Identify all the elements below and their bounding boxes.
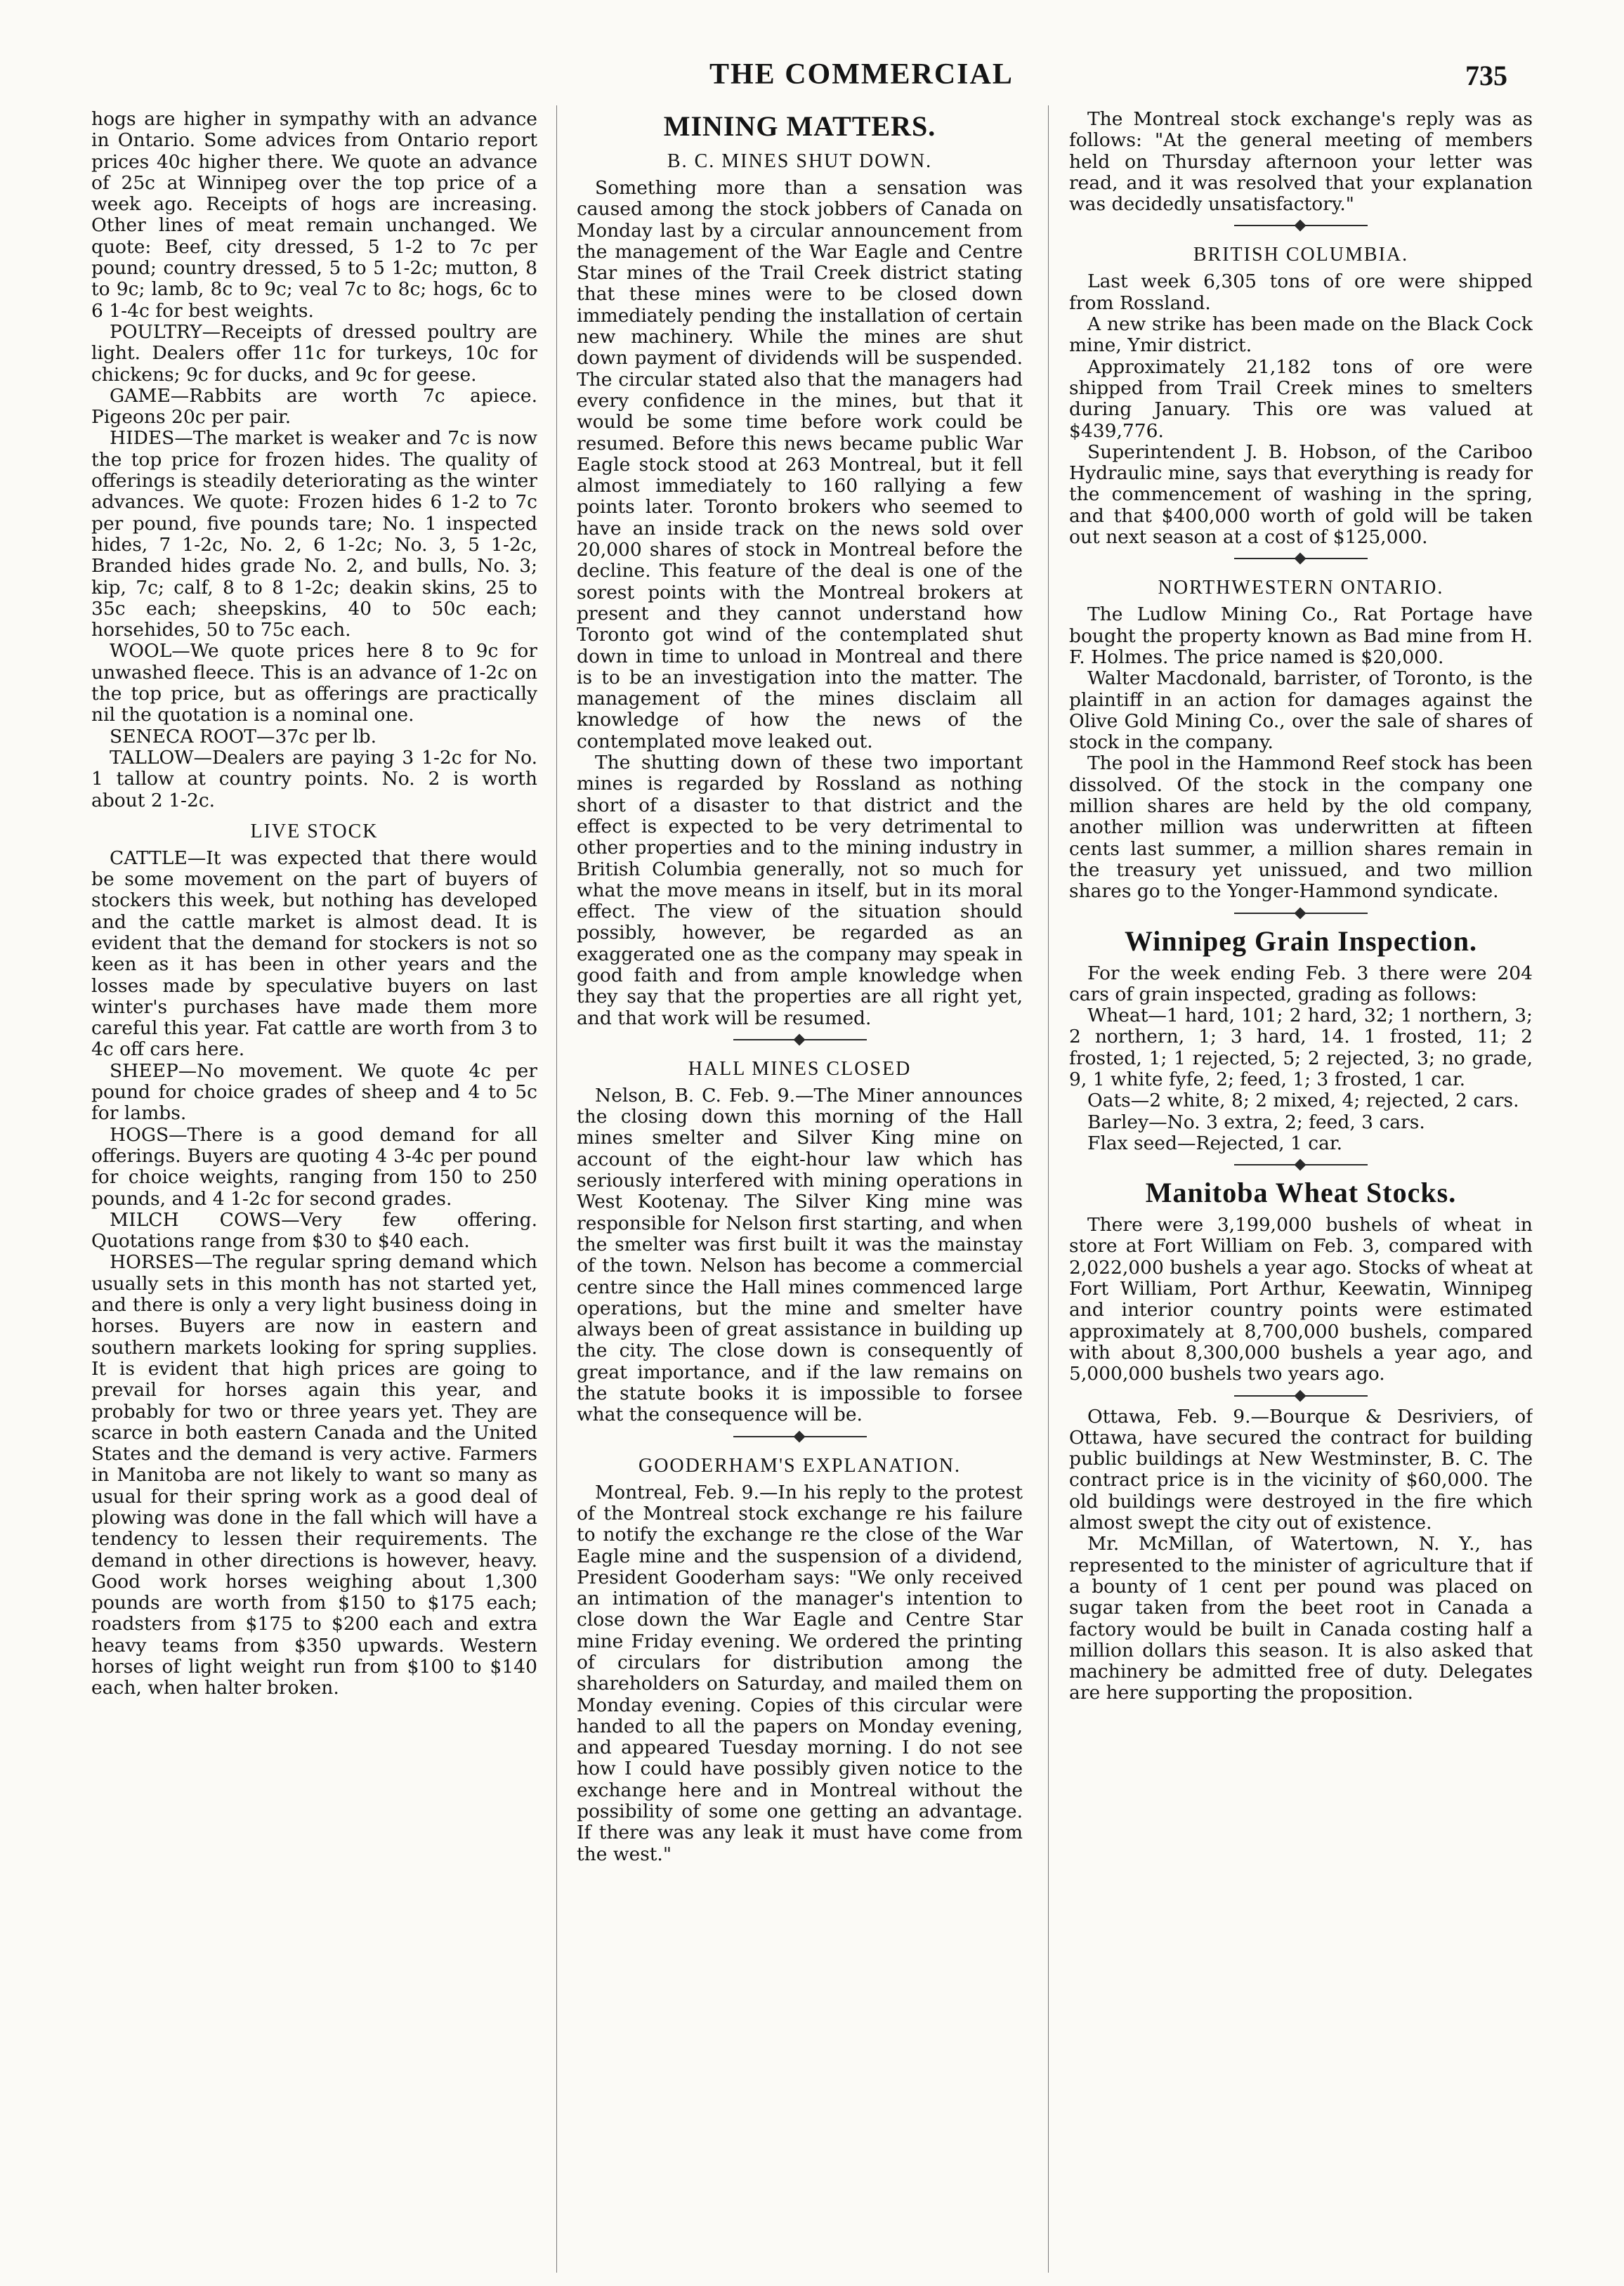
article-paragraph: HOGS—There is a good demand for all offerings. Buyers are quoting 4 3-4c per pound for choice weights, ranging from 150 to 250 pounds, and 4 1-2c for second grades.: [91, 1123, 537, 1210]
section-divider: [1069, 1385, 1533, 1406]
article-paragraph: Ottawa, Feb. 9.—Bourque & Desriviers, of Ottawa, have secured the contract for building public buildings at New Westminster, B. C. The contract price is in the vicinity of $60,000. The old buildings were destroyed in the fire which almost swept the city out of existence.: [1069, 1405, 1533, 1534]
subheading-gooderham: GOODERHAM'S EXPLANATION.: [638, 1454, 962, 1477]
article-paragraph: Flax seed—Rejected, 1 car.: [1087, 1132, 1343, 1154]
article-paragraph: A new strike has been made on the Black Cock mine, Ymir district.: [1069, 313, 1533, 357]
article-paragraph: POULTRY—Receipts of dressed poultry are light. Dealers offer 11c for turkeys, 10c for chickens; 9c for ducks, and 9c for geese.: [91, 320, 537, 386]
article-paragraph: Oats—2 white, 8; 2 mixed, 4; rejected, 2 cars.: [1087, 1090, 1519, 1112]
article-paragraph: Last week 6,305 tons of ore were shipped from Rossland.: [1069, 270, 1533, 314]
article-paragraph: For the week ending Feb. 3 there were 204 cars of grain inspected, grading as follows:: [1069, 962, 1533, 1005]
article-paragraph: hogs are higher in sympathy with an advance in Ontario. Some advices from Ontario report prices 40c higher there. We quote an advance of 25c at Winnipeg over the top price of a week ago. Receipts of hogs are increasing. Other lines of meat remain unchanged. We quote: Beef, city dressed, 5 1-2 to 7c per pound; country dressed, 5 to 5 1-2c; mutton, 8 to 9c; lamb, 8c to 9c; veal 7c to 8c; hogs, 6c to 6 1-4c for best weights.: [91, 109, 537, 322]
article-paragraph: The shutting down of these two important mines is regarded by Rossland as nothing short of a disaster to that district and the effect is expected to be very detrimental to other properties and to the mining industry in British Columbia generally, not so much for what the move means in itself, but in its moral effect. The view of the situation should possibly, however, be regarded as an exaggerated one as the company may speak in good faith and from ample knowledge when they say that the properties are all right yet, and that work will be resumed.: [577, 752, 1023, 1029]
article-paragraph: Barley—No. 3 extra, 2; feed, 3 cars.: [1087, 1111, 1425, 1133]
subheading-northwestern-ontario: NORTHWESTERN ONTARIO.: [1158, 577, 1444, 599]
article-paragraph: Montreal, Feb. 9.—In his reply to the protest of the Montreal stock exchange re his failure to notify the exchange re the close of the War Eagle mine and the suspension of a dividend, President Gooderham says: "We only received an intimation of the manager's intention to close down the War Eagle and Centre Star mine Friday evening. We ordered the printing of circulars for distribution among the shareholders on Saturday, and mailed them on Monday evening. Copies of this circular were handed to all the papers on Monday evening, and appeared Tuesday morning. I do not see how I could have possibly given notice to the exchange here and in Montreal without the possibility of some one getting an advantage. If there was any leak it must have come from the west.": [577, 1481, 1023, 1865]
article-paragraph: Something more than a sensation was caused among the stock jobbers of Canada on Monday last by a circular announcement from the management of the War Eagle and Centre Star mines of the Trail Creek district stating that these mines were to be closed down immediately pending the installation of certain new machinery. While the mines are shut down payment of dividends will be suspended. The circular stated also that the managers had every confidence in the mines, but that it would be some time before work could be resumed. Before this news became public War Eagle stock stood at 263 Montreal, but it fell almost immediately to 160 rallying a few points later. Toronto brokers who seemed to have an inside track on the news sold over 20,000 shares of stock in Montreal before the decline. This feature of the deal is one of the sorest points with the Montreal brokers at present and they cannot understand how Toronto got wind of the contemplated shut down in time to unload in Montreal and there is to be an investigation into the matter. The management of the mines disclaim all knowledge of how the news of the contemplated move leaked out.: [577, 177, 1023, 752]
section-divider: [577, 1426, 1023, 1447]
article-paragraph: WOOL—We quote prices here 8 to 9c for unwashed fleece. This is an advance of 1-2c on the top price, but as offerings are practically nil the quotation is a nominal one.: [91, 640, 537, 726]
article-paragraph: Approximately 21,182 tons of ore were shipped from Trail Creek mines to smelters during January. This ore was valued at $439,776.: [1069, 355, 1533, 442]
page-title: THE COMMERCIAL: [709, 58, 1014, 91]
subheading-british-columbia: BRITISH COLUMBIA.: [1193, 244, 1409, 266]
article-paragraph: Mr. McMillan, of Watertown, N. Y., has represented to the minister of agriculture that if a bounty of 1 cent per pound was placed on sugar taken from the beet root in Canada a factory would be built in Canada costing half a million dollars this season. It is also asked that machinery be admitted free of duty. Delegates are here supporting the proposition.: [1069, 1533, 1533, 1704]
section-divider: [1069, 548, 1533, 569]
article-paragraph: MILCH COWS—Very few offering. Quotations range from $30 to $40 each.: [91, 1208, 537, 1253]
page-header: [0, 0, 1624, 105]
article-paragraph: The Montreal stock exchange's reply was as follows: "At the general meeting of members held on Thursday afternoon your letter was read, and it was resolved that your explanation was decidedly unsatisfactory.": [1069, 109, 1533, 216]
article-paragraph: Nelson, B. C. Feb. 9.—The Miner announces the closing down this morning of the Hall mines smelter and Silver King mine on account of the eight-hour law which has seriously interfered with mining operations in West Kootenay. The Silver King mine was responsible for Nelson first starting, and when the smelter was first built it was the mainstay of the town. Nelson has become a commercial centre since the Hall mines commenced large operations, but the mine and smelter have always been of great assistance in building up the city. The close down is consequently of great importance, and if the law remains on the statute books it is impossible to forsee what the consequence will be.: [577, 1084, 1023, 1426]
article-paragraph: SHEEP—No movement. We quote 4c per pound for choice grades of sheep and 4 to 5c for lambs.: [91, 1059, 537, 1125]
article-paragraph: Wheat—1 hard, 101; 2 hard, 32; 1 northern, 3; 2 northern, 1; 3 hard, 14. 1 frosted, 11; 2 frosted, 1; 1 rejected, 5; 2 rejected, 3; no grade, 9, 1 white fyfe, 2; feed, 1; 3 frosted, 1 car.: [1069, 1005, 1533, 1090]
section-heading-live-stock: LIVE STOCK: [250, 820, 379, 842]
section-divider: [1069, 1154, 1533, 1175]
section-heading-grain-inspection: Winnipeg Grain Inspection.: [1124, 925, 1478, 957]
section-divider: [1069, 215, 1533, 236]
subheading-bc-mines: B. C. MINES SHUT DOWN.: [667, 150, 933, 172]
article-paragraph: CATTLE—It was expected that there would be some movement on the part of buyers of stockers this week, but nothing has developed and the cattle market is almost dead. It is evident that the demand for stockers is not so keen as it has been in other years and the losses made by speculative buyers on last winter's purchases have made them more careful this year. Fat cattle are worth from 3 to 4c off cars here.: [91, 847, 537, 1061]
middle-column: [577, 109, 1023, 2276]
article-paragraph: GAME—Rabbits are worth 7c apiece. Pigeons 20c per pair.: [91, 384, 537, 429]
section-heading-wheat-stocks: Manitoba Wheat Stocks.: [1145, 1177, 1457, 1209]
column-rule: [556, 105, 557, 2273]
article-paragraph: The pool in the Hammond Reef stock has been dissolved. Of the stock in the company one million shares are held by the old company, another million was underwritten at fifteen cents last summer, a million shares remain in the treasury yet unissued, and two million shares go to the Yonger-Hammond syndicate.: [1069, 752, 1533, 903]
left-column: [91, 109, 537, 2276]
page-number: 735: [1465, 60, 1507, 91]
article-paragraph: TALLOW—Dealers are paying 3 1-2c for No. 1 tallow at country points. No. 2 is worth about 2 1-2c.: [91, 746, 537, 811]
article-paragraph: HORSES—The regular spring demand which usually sets in this month has not started yet, and there is only a very light business doing in horses. Buyers are now in eastern and southern markets looking for spring supplies. It is evident that high prices are going to prevail for horses again this year, and probably for two or three years yet. They are scarce in both eastern Canada and the United States and the demand is very active. Farmers in Manitoba are not likely to want so many as usual for their spring work as a good deal of plowing was done in the fall which will have a tendency to lessen their requirements. The demand in other directions is however, heavy. Good work horses weighing about 1,300 pounds are worth from $150 to $175 each; roadsters from $175 to $200 each and extra heavy teams from $350 upwards. Western horses of light weight run from $100 to $140 each, when halter broken.: [91, 1251, 537, 1699]
article-paragraph: SENECA ROOT—37c per lb.: [110, 725, 377, 747]
article-paragraph: Superintendent J. B. Hobson, of the Cariboo Hydraulic mine, says that everything is ready for the commencement of washing in the spring, and that $400,000 worth of gold will be taken out next season at a cost of $125,000.: [1069, 440, 1533, 549]
article-paragraph: The Ludlow Mining Co., Rat Portage have bought the property known as Bad mine from H. F. Holmes. The price named is $20,000.: [1069, 603, 1533, 668]
column-rule: [1048, 105, 1049, 2273]
article-paragraph: There were 3,199,000 bushels of wheat in store at Fort William on Feb. 3, compared with 2,022,000 bushels a year ago. Stocks of wheat at Fort William, Port Arthur, Keewatin, Winnipeg and interior country points were estimated approximately at 8,700,000 bushels, compared with about 8,300,000 bushels a year ago, and 5,000,000 bushels two years ago.: [1069, 1214, 1533, 1385]
right-column: [1069, 109, 1533, 2276]
section-heading-mining-matters: MINING MATTERS.: [663, 110, 936, 142]
section-divider: [1069, 903, 1533, 924]
article-paragraph: Walter Macdonald, barrister, of Toronto, is the plaintiff in an action for damages against the Olive Gold Mining Co., over the sale of shares of stock in the company.: [1069, 667, 1533, 754]
subheading-hall-mines: HALL MINES CLOSED: [688, 1057, 912, 1080]
article-paragraph: HIDES—The market is weaker and 7c is now the top price for frozen hides. The quality of offerings is steadily deteriorating as the winter advances. We quote: Frozen hides 6 1-2 to 7c per pound, five pounds tare; No. 1 inspected hides, 7 1-2c, No. 2, 6 1-2c; No. 3, 5 1-2c, Branded hides grade No. 2, and bulls, No. 3; kip, 7c; calf, 8 to 8 1-2c; deakin skins, 25 to 35c each; sheepskins, 40 to 50c each; horsehides, 50 to 75c each.: [91, 427, 537, 641]
section-divider: [577, 1029, 1023, 1050]
